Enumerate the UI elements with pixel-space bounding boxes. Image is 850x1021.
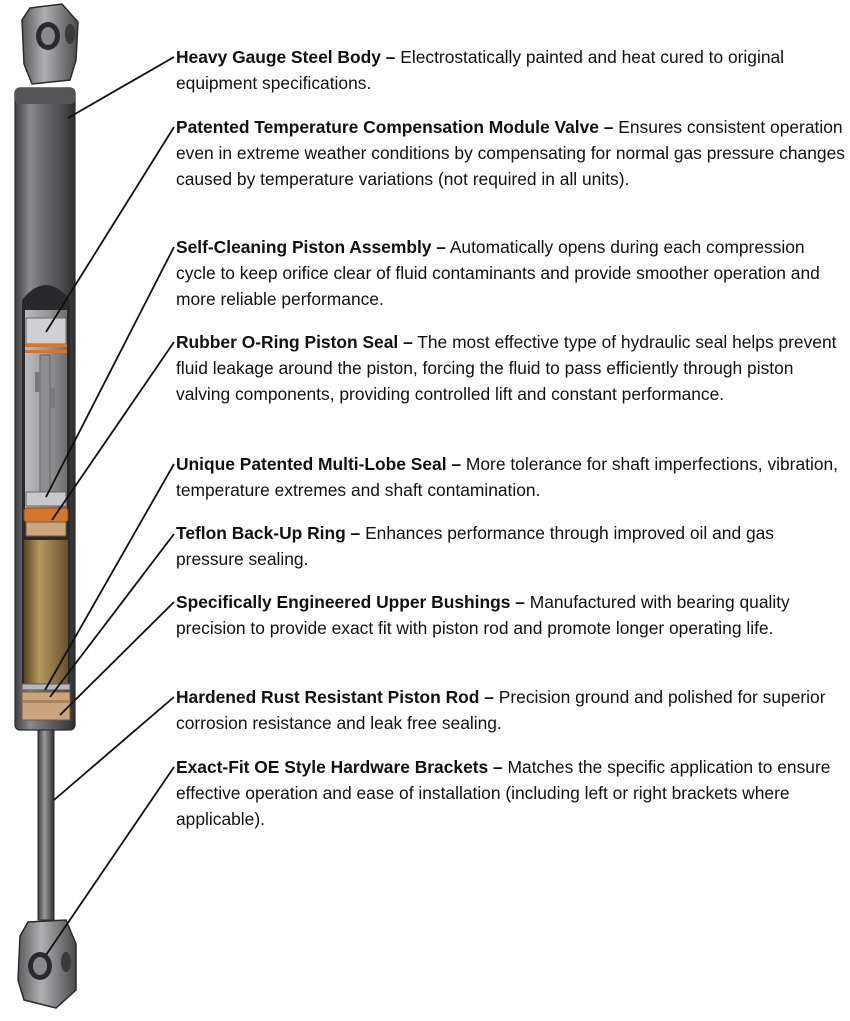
feature-hardware-brackets (176, 754, 846, 832)
feature-description: Precision ground and polished for superior corrosion resistance and leak free sealing. (176, 687, 826, 733)
leader-line-steel-body (68, 57, 174, 118)
o-ring-seal (24, 508, 68, 522)
piston-rod (38, 730, 54, 920)
feature-description: Enhances performance through improved oil and gas pressure sealing. (176, 523, 774, 569)
feature-o-ring-seal (176, 329, 846, 407)
feature-title: Exact-Fit OE Style Hardware Brackets – (176, 757, 503, 777)
cutaway-window (22, 285, 70, 720)
feature-piston-rod (176, 684, 846, 736)
upper-bushing (22, 692, 70, 720)
feature-description: The most effective type of hydraulic seal helps prevent fluid leakage around the piston, forcing the fluid to pass efficiently through piston valving components, providing controlled lift and constant performance. (176, 332, 837, 404)
feature-teflon-ring (176, 520, 846, 572)
feature-description: Ensures consistent operation even in extreme weather conditions by compensating for normal gas pressure changes caused by temperature variations (not required in all units). (176, 117, 845, 189)
feature-description: Automatically opens during each compression cycle to keep orifice clear of fluid contaminants and provide smoother operation and more reliable performance. (176, 237, 820, 309)
feature-title: Specifically Engineered Upper Bushings – (176, 592, 525, 612)
leader-line-brackets (46, 767, 174, 955)
feature-description: Electrostatically painted and heat cured to original equipment specifications. (176, 47, 785, 93)
feature-steel-body (176, 44, 846, 96)
feature-description: More tolerance for shaft imperfections, vibration, temperature extremes and shaft contamination. (176, 454, 839, 500)
feature-title: Unique Patented Multi-Lobe Seal – (176, 454, 462, 474)
feature-temperature-valve (176, 114, 846, 192)
hydraulic-fluid (24, 540, 68, 685)
bottom-bracket (18, 920, 76, 1008)
top-bracket (22, 4, 78, 84)
feature-multi-lobe-seal (176, 451, 846, 503)
gas-strut-illustration (0, 0, 175, 1021)
feature-title: Teflon Back-Up Ring – (176, 523, 361, 543)
feature-title: Patented Temperature Compensation Module Valve – (176, 117, 614, 137)
feature-piston-assembly (176, 234, 846, 312)
feature-title: Self-Cleaning Piston Assembly – (176, 237, 446, 257)
piston-assembly (26, 492, 66, 506)
feature-title: Heavy Gauge Steel Body – (176, 47, 396, 67)
feature-description: Manufactured with bearing quality precision to provide exact fit with piston rod and promote longer operating life. (176, 592, 790, 638)
feature-description: Matches the specific application to ensure effective operation and ease of installation (including left or right brackets where applicable). (176, 757, 831, 829)
leader-line-upper-bushings (60, 602, 174, 715)
feature-title: Rubber O-Ring Piston Seal – (176, 332, 413, 352)
feature-upper-bushings (176, 589, 846, 641)
feature-title: Hardened Rust Resistant Piston Rod – (176, 687, 494, 707)
